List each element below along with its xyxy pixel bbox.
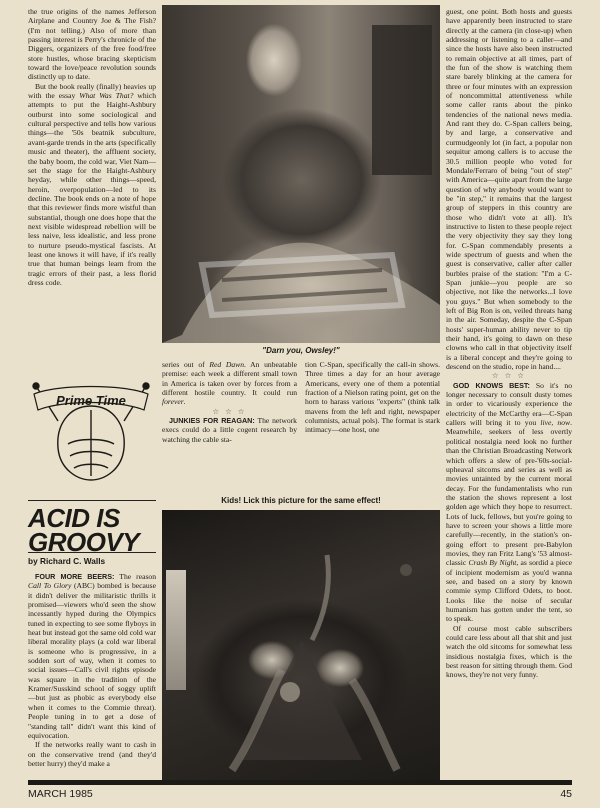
photo-window [166, 570, 186, 690]
column-1-bottom [28, 572, 156, 768]
column-1-top [28, 7, 156, 287]
section-divider-stars: ☆ ☆ ☆ [212, 406, 247, 416]
paragraph: GOD KNOWS BEST: So it's no longer necessary to consult dusty tomes in order to vicariously experience the electricity of the McCarthy era—C-Span callers will bring it to you live, now. Meanwhile, seekers of less overtly political nostalgia need look no further than the Christian Broadcasting Network which offers a slew of pre-'60s-social-upheaval sitcoms and series as well as movies untainted by the current moral decay. For the fundamentalists who run the station the shows represent a lost golden age which they hope to resurrect. Lots of luck, fellows, but you're going to have to screen your shows a little more carefully—recently, in the station's on-going effort to present pre-Babylon movies, they ran Fritz Lang's '53 almost-classic Crash By Night, as sordid a piece of incipient modernism as you'd wanna see, and based on a story by known commie symp Clifford Odets, to boot. Looks like the noise of secular humanism has gotten under the tent, so to speak. [446, 380, 572, 624]
page-number: 45 [560, 788, 572, 800]
paragraph: JUNKIES FOR REAGAN: The network execs could do a little cogent research by watching the cable sta- [162, 416, 297, 444]
paragraph: If the networks really want to cash in on the conservative trend (and they'd better hurry) they'd make a [28, 740, 156, 768]
column-3-middle [305, 360, 440, 435]
photo-illustration [162, 510, 440, 782]
paragraph: guest, one point. Both hosts and guests have apparently been instructed to stare directly at the camera (in close-up) when addressing or listening to a caller—and since the hosts have also been instructed to remain objective at all times, part of the fun of the show is watching them stare barely blinking at the camera for three or four minutes with an expression of noncommittal attentiveness while some caller rants about the pinko tendencies of the national news media. And rant they do. C-Span callers being, by and large, a conservative and curmudgeonly lot (in fact, a popular non sequitur among callers is to accuse the 30.5 million people who voted for Mondale/Ferraro of being "out of step" with America—quite apart from the large question of why anybody would want to be "in step," it remains that the largest group of steppers in this country are those who didn't vote at all). It's instructive to listen to these people reject the very objectivity they say they long for. C-Span commendably presents a wide spectrum of guests and when the guest is conservative, caller after caller burbles praise of the station: "I'm a C-Span junkie—you people are so objective, not like the networks...I love you guys." But when somebody to the left of Big Ron is on, veiled threats hang in the air. Someday, despite the C-Span hosts' super-human ability never to tip their hand, it's going to dawn on these clowns who call in that objectivity itself is a liberal concept and they're going to descend on the studio, rope in hand.... [446, 7, 572, 372]
paragraph: But the book really (finally) heavies up with the essay What Was That? which attempts to put the Haight-Ashbury outburst into some sociological and cultural perspective and tells how various things—the '50s beatnik subculture, avant-garde trends in the arts (specifically music and theater), the affluent society, the baby boom, the cold war, Viet Nam—set the stage for the Haight-Ashbury heyday, while other things—speed, heroin, overpopulation—led to its decline. The book ends on a note of hope that this reviewer finds more wistful than substantial, though one does hope that the next visible widespread rebellion will be less naive, less idealistic, and less prone to nurture pseudo-mystical fascists. At least one knows it will have, if it's really true that human beings learn from the tragic errors of their past, a less florid dress code. [28, 81, 156, 287]
logo-text: Prime Time [56, 393, 126, 408]
caption-top-photo: "Darn you, Owsley!" [262, 346, 340, 355]
article-headline: ACID IS GROOVY [28, 503, 140, 557]
caption-bottom-photo: Kids! Lick this picture for the same effect! [221, 496, 381, 505]
paragraph: tion C-Span, specifically the call-in shows. Three times a day for an hour average Americans, every one of them a potential fraction of a Nielson rating point, get on the horn to harass various "experts" (think talk mavens from the left and right, newspaper columnists, actual pols). The format is stark intimacy—one host, one [305, 360, 440, 435]
paragraph: series out of Red Dawn. An unbeatable premise: each week a different small town in America is taken over by forces from a different hostile country. It could run forever. [162, 360, 298, 407]
column-2-middle [162, 360, 297, 444]
photo-illustration [162, 5, 440, 343]
column-4 [446, 7, 572, 680]
prime-time-logo [28, 366, 154, 484]
headline-rule-top [28, 500, 156, 501]
paragraph: Of course most cable subscribers could care less about all that shit and just watch the old sitcoms for somewhat less insidious nostalgia fixes, which is the best reason for sitting through them. God knows, they're not very funny. [446, 623, 572, 680]
paragraph: FOUR MORE BEERS: The reason Call To Glory (ABC) bombed is because it didn't deliver the militaristic thrills it promised—viewers who'd seen the show incessantly hyped during the Olympics tuned in expecting to see some flyboys in heat but instead got the same old cold war liberal morality plays (a cold war liberal is someone who is progressive, in a sodden sort of way, when it comes to social issues—Call's civil rights episode was square in the tradition of the Kramer/Susskind school of soggy uplift—but just as phobic as everybody else when it comes to the Commie threat). People tuning in to get a dose of "standing tall" didn't want this kind of equivocation. [28, 572, 157, 740]
photo-group-on-floor [162, 510, 440, 782]
byline: by Richard C. Walls [28, 556, 106, 566]
issue-date: MARCH 1985 [28, 788, 93, 800]
paragraph: the true origins of the names Jefferson Airplane and Country Joe & The Fish? (I'm not telling.) Also of more than passing interest is Perry's chronicle of the Diggers, organizers of the free food/free store hustles, whose bracing skepticism toward the love/peace revolution sounds distinctly up to date. [28, 7, 156, 82]
section-divider-stars: ☆ ☆ ☆ [491, 371, 527, 381]
photo-laughing-man [162, 5, 440, 343]
footer-rule [28, 780, 572, 785]
headline-rule-bottom [28, 552, 156, 553]
